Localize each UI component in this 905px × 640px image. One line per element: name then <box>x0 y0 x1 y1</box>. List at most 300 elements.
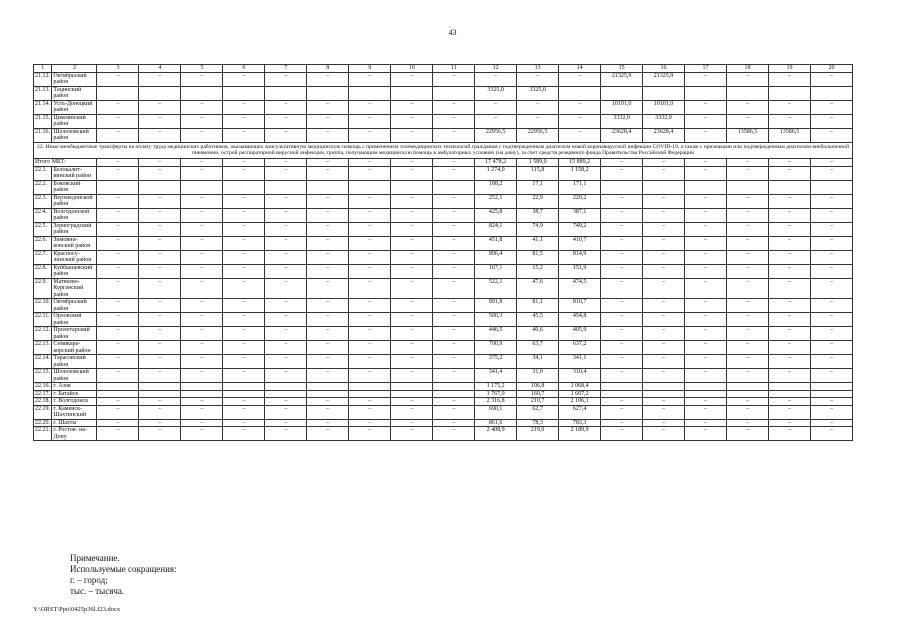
value-cell: – <box>433 341 475 355</box>
value-cell: – <box>307 194 349 208</box>
value-cell: 405,9 <box>559 327 601 341</box>
value-cell: – <box>810 341 852 355</box>
header-cell: 6 <box>223 65 265 73</box>
total-row <box>34 159 853 167</box>
value-cell: – <box>97 398 139 406</box>
value-cell: – <box>223 166 265 180</box>
value-cell: 454,8 <box>559 313 601 327</box>
value-cell: – <box>391 278 433 299</box>
row-name: Шолоховский район <box>52 128 97 142</box>
row-name: Боковский район <box>52 180 97 194</box>
notes <box>70 553 177 597</box>
row-number: 21.12. <box>34 72 52 86</box>
value-cell: – <box>810 236 852 250</box>
value-cell <box>768 86 810 100</box>
value-cell: 3325,0 <box>517 86 559 100</box>
value-cell: – <box>643 250 685 264</box>
value-cell: – <box>685 405 727 419</box>
value-cell: 23628,4 <box>601 128 643 142</box>
value-cell: – <box>307 398 349 406</box>
value-cell: – <box>726 299 768 313</box>
row-name: Белокалит- винский район <box>52 166 97 180</box>
value-cell <box>97 180 139 194</box>
value-cell: – <box>265 278 307 299</box>
value-cell: – <box>265 222 307 236</box>
value-cell: – <box>643 327 685 341</box>
value-cell: – <box>391 398 433 406</box>
table-row <box>34 208 853 222</box>
value-cell: – <box>601 355 643 369</box>
table-row <box>34 383 853 391</box>
value-cell: – <box>223 313 265 327</box>
value-cell: – <box>307 128 349 142</box>
value-cell: 1 767,9 <box>475 390 517 398</box>
value-cell: – <box>265 398 307 406</box>
value-cell: – <box>349 208 391 222</box>
value-cell: – <box>517 72 559 86</box>
value-cell: 1 175,2 <box>475 383 517 391</box>
value-cell: – <box>601 427 643 441</box>
value-cell <box>643 390 685 398</box>
value-cell: – <box>349 250 391 264</box>
value-cell: – <box>97 250 139 264</box>
value-cell: – <box>643 159 685 167</box>
value-cell: – <box>307 208 349 222</box>
row-number: 21.15. <box>34 114 52 128</box>
value-cell: – <box>433 208 475 222</box>
value-cell: – <box>97 355 139 369</box>
value-cell: 814,9 <box>559 250 601 264</box>
value-cell: – <box>223 369 265 383</box>
value-cell: – <box>517 114 559 128</box>
value-cell: – <box>726 405 768 419</box>
value-cell: – <box>433 236 475 250</box>
value-cell: – <box>181 100 223 114</box>
value-cell: – <box>685 208 727 222</box>
value-cell: – <box>307 341 349 355</box>
value-cell: – <box>181 327 223 341</box>
row-name: г. Азов <box>52 383 97 391</box>
header-cell: 18 <box>726 65 768 73</box>
value-cell: – <box>685 114 727 128</box>
value-cell: – <box>223 355 265 369</box>
table-row <box>34 72 853 86</box>
value-cell: – <box>685 427 727 441</box>
value-cell: – <box>181 405 223 419</box>
value-cell: – <box>685 313 727 327</box>
value-cell: – <box>265 355 307 369</box>
value-cell <box>433 383 475 391</box>
value-cell <box>97 390 139 398</box>
value-cell: – <box>643 236 685 250</box>
value-cell: – <box>181 208 223 222</box>
value-cell: – <box>307 427 349 441</box>
value-cell: – <box>433 250 475 264</box>
value-cell: – <box>181 250 223 264</box>
value-cell: – <box>433 278 475 299</box>
value-cell <box>643 383 685 391</box>
value-cell: – <box>433 299 475 313</box>
value-cell: – <box>726 250 768 264</box>
value-cell: 310,4 <box>559 369 601 383</box>
value-cell: 34,1 <box>517 355 559 369</box>
value-cell: – <box>768 166 810 180</box>
row-number: 22.6. <box>34 236 52 250</box>
value-cell: – <box>223 250 265 264</box>
value-cell: 474,5 <box>559 278 601 299</box>
value-cell: – <box>307 313 349 327</box>
value-cell: 81,5 <box>517 250 559 264</box>
value-cell: 15 889,2 <box>559 159 601 167</box>
value-cell: – <box>768 355 810 369</box>
value-cell <box>265 383 307 391</box>
value-cell: – <box>139 250 181 264</box>
value-cell: – <box>307 100 349 114</box>
value-cell <box>307 180 349 194</box>
value-cell: – <box>726 341 768 355</box>
row-name: Усть-Донецкий район <box>52 100 97 114</box>
value-cell: – <box>643 398 685 406</box>
value-cell: – <box>768 72 810 86</box>
value-cell: – <box>223 128 265 142</box>
value-cell <box>559 86 601 100</box>
value-cell: 3332,0 <box>601 114 643 128</box>
value-cell: – <box>391 313 433 327</box>
value-cell <box>601 180 643 194</box>
value-cell: – <box>643 299 685 313</box>
value-cell: 1 589,0 <box>517 159 559 167</box>
value-cell: – <box>726 355 768 369</box>
value-cell: – <box>685 341 727 355</box>
section-title: 22. Иные межбюджетные трансферты на оплату труда медицинских работников, оказывающих консультативную медицинскую помощь с применением телемедицинских технологий гражданам с подтвержденным диагнозом новой коронавирусной инфекции COVID-19, а также с признаками или подтвержденным диагнозом внебольничной пневмонии, острой респираторной вирусной инфекции, гриппа, получающим медицинскую помощь в амбулаторных условиях (на дому), за счет средств резервного фонда Правительства Российской Федерации <box>34 142 853 159</box>
value-cell: 13586,5 <box>768 128 810 142</box>
value-cell <box>433 390 475 398</box>
value-cell: – <box>349 278 391 299</box>
value-cell: – <box>768 264 810 278</box>
row-name: Красносу- линский район <box>52 250 97 264</box>
value-cell: – <box>139 427 181 441</box>
value-cell: – <box>265 369 307 383</box>
value-cell: – <box>475 114 517 128</box>
table-row <box>34 114 853 128</box>
row-number: 22.14. <box>34 355 52 369</box>
value-cell: – <box>307 114 349 128</box>
value-cell: – <box>97 405 139 419</box>
value-cell: – <box>223 398 265 406</box>
value-cell <box>433 86 475 100</box>
value-cell: – <box>391 72 433 86</box>
value-cell: – <box>726 313 768 327</box>
value-cell: – <box>139 398 181 406</box>
value-cell: 896,4 <box>475 250 517 264</box>
value-cell: 2 189,9 <box>559 427 601 441</box>
value-cell: – <box>265 419 307 427</box>
value-cell: – <box>139 299 181 313</box>
header-cell: 13 <box>517 65 559 73</box>
value-cell: – <box>601 236 643 250</box>
row-name: Волгодонской район <box>52 208 97 222</box>
value-cell: – <box>433 313 475 327</box>
value-cell: – <box>97 114 139 128</box>
row-number: 22.1. <box>34 166 52 180</box>
value-cell: – <box>223 419 265 427</box>
value-cell: – <box>139 194 181 208</box>
table-row <box>34 236 853 250</box>
header-cell: 8 <box>307 65 349 73</box>
row-number: 21.14. <box>34 100 52 114</box>
value-cell: – <box>223 236 265 250</box>
value-cell: – <box>726 327 768 341</box>
value-cell: – <box>265 114 307 128</box>
row-name: г. Волгодонск <box>52 398 97 406</box>
value-cell: – <box>559 114 601 128</box>
value-cell: – <box>810 194 852 208</box>
value-cell: – <box>391 236 433 250</box>
value-cell: – <box>643 278 685 299</box>
value-cell: – <box>265 313 307 327</box>
value-cell: – <box>685 398 727 406</box>
value-cell: – <box>601 208 643 222</box>
value-cell: – <box>181 128 223 142</box>
value-cell: – <box>307 405 349 419</box>
value-cell: – <box>97 72 139 86</box>
value-cell: – <box>223 427 265 441</box>
value-cell: 341,4 <box>475 369 517 383</box>
value-cell: – <box>768 427 810 441</box>
table-row <box>34 128 853 142</box>
value-cell: – <box>768 250 810 264</box>
value-cell: – <box>726 194 768 208</box>
value-cell: 22956,5 <box>517 128 559 142</box>
value-cell: 229,2 <box>559 194 601 208</box>
value-cell: – <box>726 398 768 406</box>
header-cell: 17 <box>685 65 727 73</box>
value-cell: – <box>643 405 685 419</box>
value-cell: 749,2 <box>559 222 601 236</box>
value-cell: 115,8 <box>517 166 559 180</box>
value-cell: – <box>349 355 391 369</box>
value-cell: – <box>97 341 139 355</box>
value-cell: – <box>307 419 349 427</box>
value-cell: – <box>97 166 139 180</box>
value-cell <box>181 180 223 194</box>
value-cell: – <box>810 128 852 142</box>
value-cell: – <box>726 369 768 383</box>
value-cell: – <box>810 159 852 167</box>
value-cell: – <box>643 341 685 355</box>
value-cell: 31,0 <box>517 369 559 383</box>
value-cell: – <box>97 278 139 299</box>
value-cell: – <box>349 398 391 406</box>
value-cell: – <box>685 128 727 142</box>
value-cell: – <box>349 264 391 278</box>
value-cell: – <box>265 299 307 313</box>
value-cell: – <box>726 100 768 114</box>
value-cell: – <box>139 222 181 236</box>
value-cell: 637,2 <box>559 341 601 355</box>
value-cell <box>265 86 307 100</box>
table-row <box>34 180 853 194</box>
header-cell: 20 <box>810 65 852 73</box>
value-cell: – <box>139 236 181 250</box>
value-cell: 3325,0 <box>475 86 517 100</box>
value-cell: – <box>685 299 727 313</box>
value-cell <box>391 86 433 100</box>
value-cell: – <box>726 166 768 180</box>
value-cell: – <box>643 427 685 441</box>
row-name: Пролетарский район <box>52 327 97 341</box>
value-cell: – <box>97 327 139 341</box>
value-cell: – <box>139 72 181 86</box>
table-row <box>34 194 853 208</box>
value-cell <box>181 383 223 391</box>
value-cell <box>307 383 349 391</box>
total-label: Итого МБТ: <box>34 159 97 167</box>
value-cell: 500,3 <box>475 313 517 327</box>
value-cell: – <box>601 159 643 167</box>
table-row <box>34 166 853 180</box>
value-cell <box>433 180 475 194</box>
value-cell: – <box>726 114 768 128</box>
value-cell: – <box>307 299 349 313</box>
value-cell: – <box>726 264 768 278</box>
value-cell: – <box>349 72 391 86</box>
value-cell: – <box>810 114 852 128</box>
value-cell: – <box>349 327 391 341</box>
header-cell: 11 <box>433 65 475 73</box>
value-cell: 375,2 <box>475 355 517 369</box>
value-cell: – <box>559 100 601 114</box>
value-cell: – <box>643 369 685 383</box>
value-cell: – <box>223 264 265 278</box>
value-cell: – <box>685 419 727 427</box>
value-cell: – <box>391 194 433 208</box>
table-row <box>34 313 853 327</box>
value-cell: – <box>726 208 768 222</box>
value-cell: 22,9 <box>517 194 559 208</box>
value-cell: 446,5 <box>475 327 517 341</box>
table-row <box>34 355 853 369</box>
value-cell: – <box>307 250 349 264</box>
page-number: 43 <box>448 28 457 37</box>
value-cell: – <box>685 194 727 208</box>
row-name: Октябрьский район <box>52 299 97 313</box>
value-cell: – <box>391 166 433 180</box>
header-cell: 15 <box>601 65 643 73</box>
value-cell: – <box>181 264 223 278</box>
value-cell: 10101,0 <box>643 100 685 114</box>
value-cell: – <box>307 72 349 86</box>
value-cell: 700,9 <box>475 341 517 355</box>
value-cell: – <box>433 355 475 369</box>
value-cell: 210,7 <box>517 398 559 406</box>
row-name: Октябрьский район <box>52 72 97 86</box>
value-cell <box>685 383 727 391</box>
value-cell: – <box>810 398 852 406</box>
value-cell: – <box>685 278 727 299</box>
value-cell: – <box>810 72 852 86</box>
value-cell: – <box>223 278 265 299</box>
value-cell: – <box>643 222 685 236</box>
value-cell: – <box>139 264 181 278</box>
value-cell: – <box>391 369 433 383</box>
value-cell <box>307 390 349 398</box>
value-cell: – <box>517 100 559 114</box>
value-cell: – <box>139 100 181 114</box>
value-cell: – <box>307 369 349 383</box>
table-row <box>34 86 853 100</box>
row-name: Матвеево- Курганский район <box>52 278 97 299</box>
value-cell: – <box>601 419 643 427</box>
note-abbrev-city: г. – город; <box>70 575 108 585</box>
value-cell: – <box>97 419 139 427</box>
value-cell: – <box>139 405 181 419</box>
value-cell: – <box>97 299 139 313</box>
value-cell: – <box>810 369 852 383</box>
value-cell: – <box>726 427 768 441</box>
value-cell: – <box>391 128 433 142</box>
value-cell: – <box>391 341 433 355</box>
value-cell <box>768 383 810 391</box>
value-cell: – <box>97 222 139 236</box>
value-cell: 62,7 <box>517 405 559 419</box>
value-cell: 861,6 <box>475 419 517 427</box>
value-cell: – <box>810 166 852 180</box>
row-number: 22.4. <box>34 208 52 222</box>
footer-file-path: Y:\ORST\Ppo\0425p36l.f23.docx <box>33 606 121 613</box>
value-cell <box>601 390 643 398</box>
row-name: Тарасовский район <box>52 355 97 369</box>
value-cell: – <box>768 159 810 167</box>
value-cell: – <box>433 419 475 427</box>
table-row <box>34 278 853 299</box>
section-row <box>34 142 853 159</box>
value-cell <box>810 383 852 391</box>
value-cell: – <box>181 313 223 327</box>
value-cell: 451,8 <box>475 236 517 250</box>
row-number: 22.11. <box>34 313 52 327</box>
header-cell: 5 <box>181 65 223 73</box>
value-cell: 17 478,2 <box>475 159 517 167</box>
value-cell <box>349 180 391 194</box>
value-cell <box>349 390 391 398</box>
value-cell: – <box>391 100 433 114</box>
note-abbrev-thousand: тыс. – тысяча. <box>70 586 125 596</box>
value-cell: – <box>433 166 475 180</box>
value-cell: – <box>265 250 307 264</box>
value-cell: 74,9 <box>517 222 559 236</box>
value-cell <box>810 180 852 194</box>
value-cell: – <box>265 427 307 441</box>
value-cell: – <box>349 159 391 167</box>
value-cell: – <box>139 278 181 299</box>
value-cell: – <box>601 166 643 180</box>
value-cell: – <box>97 159 139 167</box>
value-cell: – <box>181 278 223 299</box>
row-number: 22.10. <box>34 299 52 313</box>
value-cell: – <box>391 355 433 369</box>
value-cell: – <box>559 72 601 86</box>
table-row <box>34 405 853 419</box>
value-cell <box>349 86 391 100</box>
value-cell: 10101,0 <box>601 100 643 114</box>
value-cell: – <box>685 355 727 369</box>
value-cell: – <box>810 100 852 114</box>
value-cell: – <box>349 166 391 180</box>
value-cell: – <box>307 222 349 236</box>
value-cell: – <box>265 405 307 419</box>
value-cell: – <box>97 264 139 278</box>
